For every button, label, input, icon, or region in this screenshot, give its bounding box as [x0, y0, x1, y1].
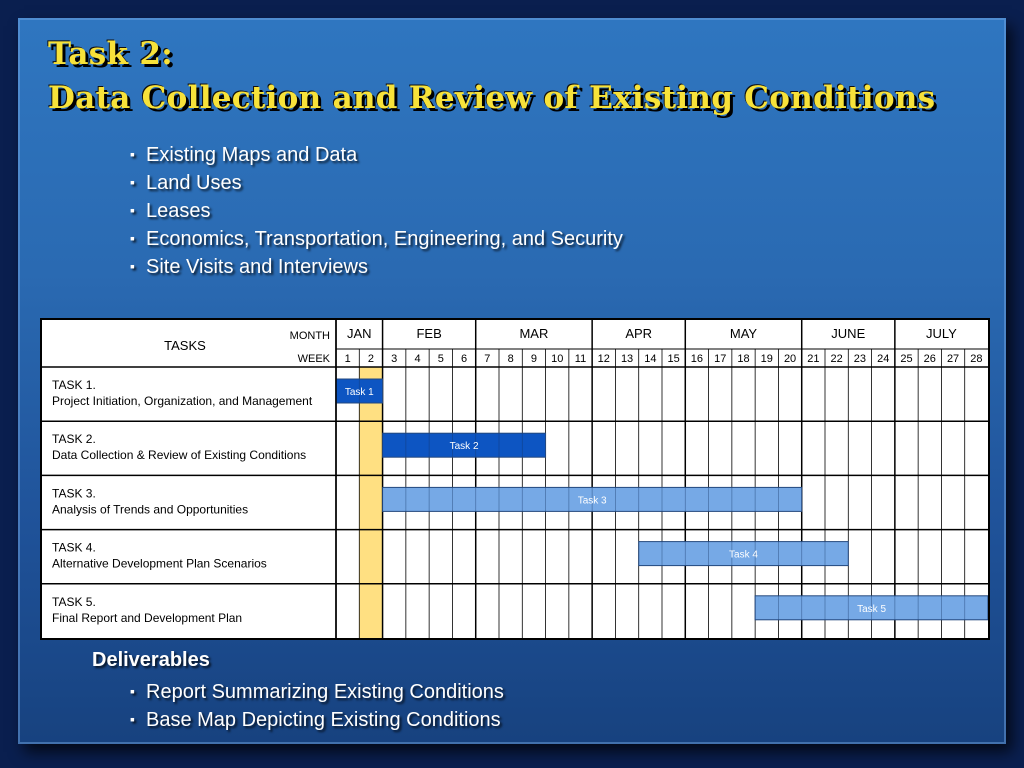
- week-number: 4: [414, 353, 421, 365]
- week-number: 19: [760, 353, 773, 365]
- week-number: 9: [530, 353, 537, 365]
- week-number: 7: [484, 353, 491, 365]
- tasks-header: TASKS: [164, 338, 206, 353]
- deliverables-list: [130, 678, 504, 734]
- task-number: TASK 4.: [52, 540, 96, 555]
- task-bar-label: Task 1: [344, 387, 374, 398]
- topic-item: ▪ Site Visits and Interviews: [130, 253, 623, 281]
- week-number: 12: [597, 353, 610, 365]
- topic-item: ▪ Leases: [130, 197, 623, 225]
- week-label: WEEK: [297, 353, 330, 365]
- task-number: TASK 2.: [52, 432, 96, 447]
- week-number: 24: [877, 353, 890, 365]
- task-name: Analysis of Trends and Opportunities: [52, 502, 249, 517]
- task-number: TASK 5.: [52, 594, 96, 609]
- week-number: 11: [574, 353, 587, 365]
- task-name: Data Collection & Review of Existing Conditions: [52, 448, 307, 463]
- task-bar-label: Task 3: [577, 495, 607, 507]
- deliverable-item: ▪ Report Summarizing Existing Conditions: [130, 678, 504, 706]
- week-number: 10: [551, 353, 564, 365]
- week-number: 5: [437, 353, 444, 365]
- topics-list: [130, 141, 623, 281]
- week-number: 6: [461, 353, 468, 365]
- task-name: Project Initiation, Organization, and Management: [52, 394, 313, 408]
- topic-item: ▪ Existing Maps and Data: [130, 141, 623, 169]
- week-number: 13: [620, 353, 634, 365]
- week-number: 27: [946, 353, 960, 365]
- task-bar-label: Task 5: [857, 603, 887, 615]
- slide: [18, 18, 1006, 744]
- current-week-highlight: [359, 367, 382, 638]
- slide-title-line2: Data Collection and Review of Existing Conditions: [48, 80, 936, 116]
- schedule-gantt-table: [40, 318, 990, 640]
- deliverable-item: ▪ Base Map Depicting Existing Conditions: [130, 706, 504, 734]
- month-feb: FEB: [416, 326, 442, 341]
- week-number: 21: [807, 353, 820, 365]
- deliverables-heading: Deliverables: [92, 649, 210, 671]
- month-may: MAY: [729, 326, 758, 341]
- task-name: Final Report and Development Plan: [52, 610, 243, 625]
- task-number: TASK 3.: [52, 486, 96, 501]
- week-number: 14: [644, 353, 657, 365]
- week-number: 8: [507, 353, 514, 365]
- week-number: 18: [737, 353, 750, 365]
- task-bar-label: Task 4: [729, 549, 758, 561]
- month-mar: MAR: [519, 326, 549, 341]
- week-number: 16: [690, 353, 704, 365]
- week-number: 26: [923, 353, 936, 365]
- topic-item: ▪ Economics, Transportation, Engineering, and Security: [130, 225, 623, 253]
- week-number: 22: [830, 353, 843, 365]
- week-number: 25: [900, 353, 913, 365]
- month-label: MONTH: [289, 330, 330, 342]
- month-june: JUNE: [831, 326, 866, 341]
- week-number: 1: [344, 353, 351, 365]
- week-number: 20: [783, 353, 797, 365]
- task-number: TASK 1.: [52, 378, 96, 392]
- week-number: 28: [970, 353, 983, 365]
- task-name: Alternative Development Plan Scenarios: [52, 556, 267, 571]
- schedule-gantt-svg: [42, 320, 988, 638]
- week-number: 17: [714, 353, 727, 365]
- month-july: JULY: [926, 326, 957, 341]
- slide-title-line1: Task 2:: [48, 36, 174, 72]
- month-apr: APR: [625, 326, 653, 341]
- week-number: 15: [667, 353, 680, 365]
- month-jan: JAN: [347, 326, 372, 341]
- week-number: 3: [391, 353, 398, 365]
- task-bar-label: Task 2: [449, 441, 479, 453]
- week-number: 2: [367, 353, 374, 365]
- week-number: 23: [853, 353, 867, 365]
- topic-item: ▪ Land Uses: [130, 169, 623, 197]
